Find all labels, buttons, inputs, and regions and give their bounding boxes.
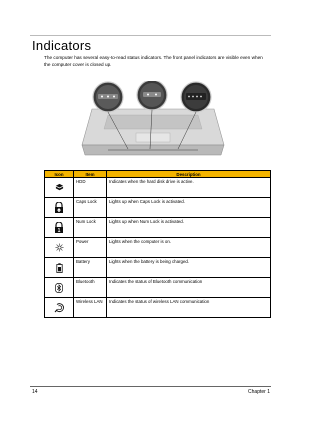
table-cell-description: Lights up when Num Lock is activated. <box>107 218 271 238</box>
table-cell-description: Lights when the battery is being charged. <box>107 258 271 278</box>
table-cell-item: Bluetooth <box>74 278 107 298</box>
table-cell-description: Lights when the computer is on. <box>107 238 271 258</box>
table-cell-description: Lights up when Caps Lock is activated. <box>107 198 271 218</box>
page-number: 14 <box>32 389 38 395</box>
table-cell-description: Indicates the status of Bluetooth communication <box>107 278 271 298</box>
column-header-icon: Icon <box>45 171 74 178</box>
page-title: Indicators <box>32 38 92 53</box>
table-row <box>45 238 271 258</box>
table-cell-item: Num Lock <box>74 218 107 238</box>
intro-paragraph: The computer has several easy-to-read status indicators. The front panel indicators are visible even when the computer cover is closed up. <box>44 55 263 67</box>
table-row <box>45 258 271 278</box>
bluetooth-icon <box>45 283 73 293</box>
chapter-label: Chapter 1 <box>248 389 270 395</box>
battery-icon <box>45 263 73 273</box>
hdd-icon <box>45 183 73 192</box>
footer-rule <box>30 386 271 387</box>
wireless-lan-icon <box>45 302 73 313</box>
power-icon <box>45 243 73 252</box>
table-header-row <box>45 171 271 178</box>
table-cell-description: Indicates when the hard disk drive is active. <box>107 178 271 198</box>
table-cell-description: Indicates the status of wireless LAN communication <box>107 298 271 318</box>
caps-lock-icon <box>45 202 73 213</box>
table-cell-item: Power <box>74 238 107 258</box>
num-lock-icon <box>45 222 73 233</box>
table-cell-item: Wireless LAN <box>74 298 107 318</box>
laptop-indicator-photo <box>78 81 228 167</box>
indicator-table <box>44 170 271 318</box>
column-header-item: Item <box>74 171 107 178</box>
table-cell-item: HDD <box>74 178 107 198</box>
table-row <box>45 198 271 218</box>
svg-text:1: 1 <box>57 228 61 233</box>
column-header-description: Description <box>107 171 271 178</box>
header-rule <box>30 35 271 36</box>
table-cell-item: Battery <box>74 258 107 278</box>
table-row <box>45 298 271 318</box>
table-cell-item: Caps Lock <box>74 198 107 218</box>
table-row <box>45 178 271 198</box>
table-row <box>45 218 271 238</box>
table-row <box>45 278 271 298</box>
